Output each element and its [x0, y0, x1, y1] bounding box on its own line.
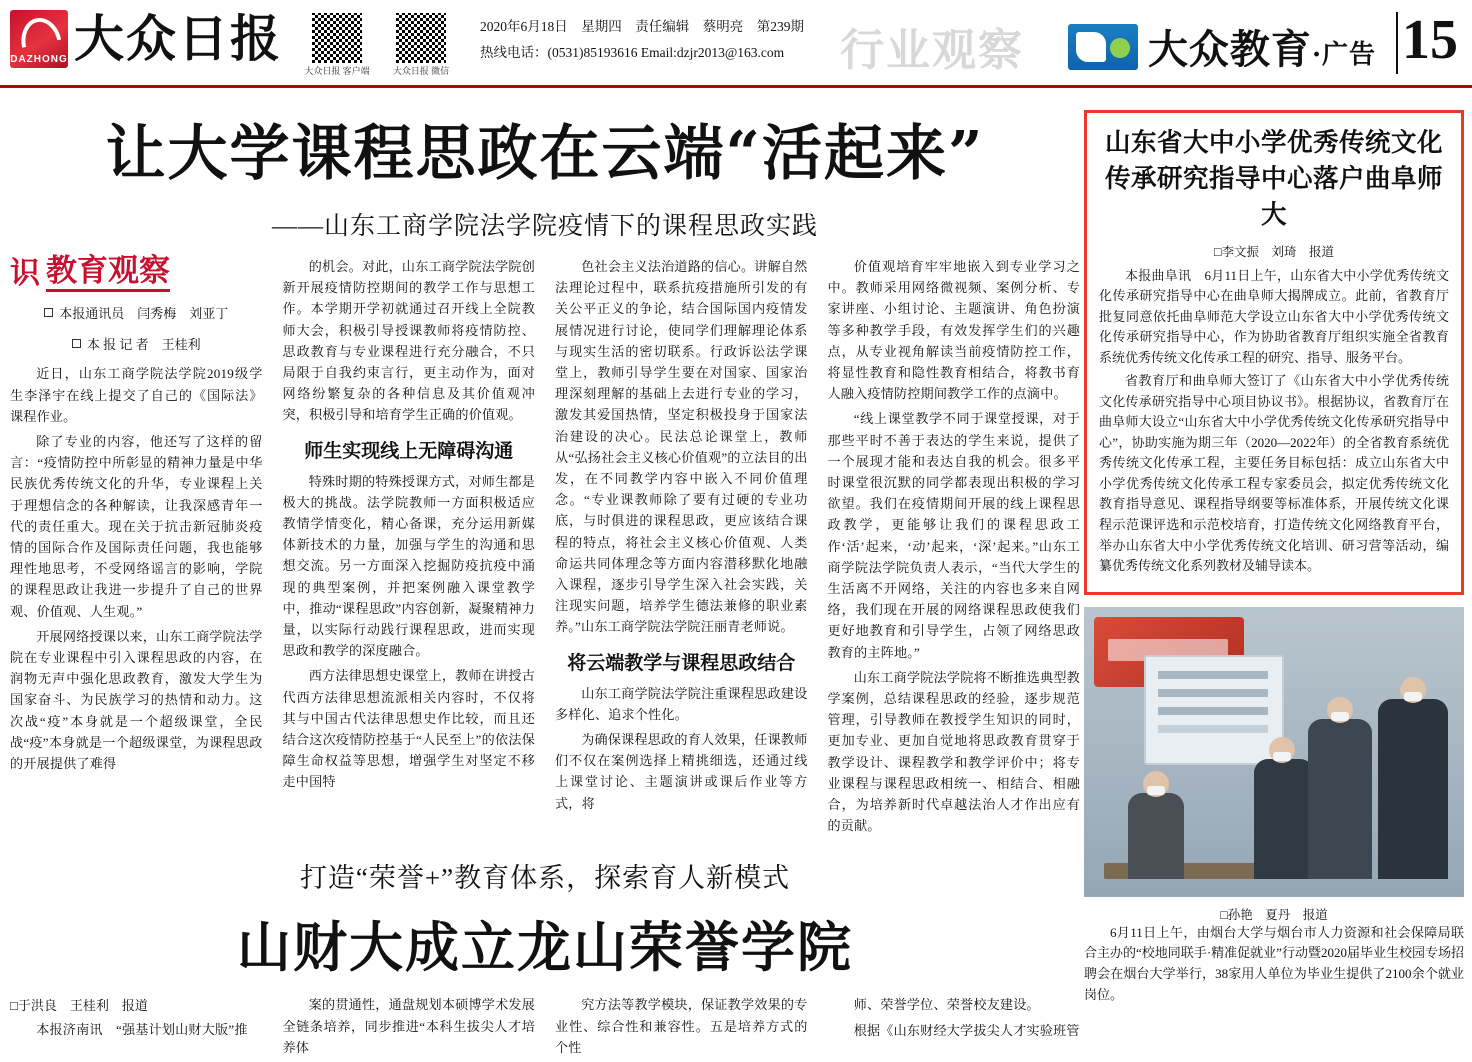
observation-badge-mark: 识	[10, 256, 40, 291]
second-headline: 山财大成立龙山荣誉学院	[237, 915, 853, 980]
photo-booth	[1144, 655, 1284, 765]
section-brand-text	[1148, 18, 1376, 75]
face-mask-icon	[1331, 712, 1349, 721]
byline-line-2	[10, 333, 263, 358]
page-number: 15	[1402, 9, 1458, 71]
dazhong-logo-icon	[10, 10, 68, 68]
second-story-columns	[10, 994, 1080, 1062]
page-number-divider	[1396, 12, 1398, 74]
byline-square-icon	[44, 308, 53, 317]
second-column-1	[10, 994, 263, 1062]
face-mask-icon	[1404, 692, 1422, 701]
observation-badge-title: 教育观察	[46, 256, 170, 292]
logo-mark-text: DAZHONG	[10, 54, 68, 65]
second-column-4	[828, 994, 1081, 1062]
masthead	[0, 0, 1472, 88]
subsection-heading-2: 将云端教学与课程思政结合	[567, 651, 796, 674]
photo-person	[1254, 759, 1314, 879]
column-3	[555, 256, 808, 840]
paragraph: 开展网络授课以来，山东工商学院法学院在专业课程中引入课程思政的内容，在润物无声中强化思政教育，激发大学生为国家奋斗、为民族学习的热情和动力。这次战“疫”本身就是一个超级课堂，全民战“疫”本身就是一个超级课堂，为课程思政的开展提供了难得	[10, 628, 263, 772]
qr-code-icon	[395, 12, 447, 64]
observation-badge	[10, 253, 263, 292]
second-byline: □于洪良 王桂利 报道	[10, 998, 148, 1014]
photo-person	[1378, 699, 1448, 879]
paragraph: 色社会主义法治道路的信心。讲解自然法理论过程中，联系抗疫措施所引发的有关公平正义的争论，结合国际国内疫情发展情况进行讨论，使同学们理解理论体系与现实生活的密切联系。行政诉讼法学课堂上，教师引导学生要在对国家、国家治理深刻理解的基础上去进行专业的学习，激发其爱国热情，坚定积极投身于国家法治建设的决心。民法总论课堂上，教师从“弘扬社会主义核心价值观”的立法目的出发，在不同教学内容中嵌入不同价值理念。“专业课教师除了要有过硬的专业功底，与时俱进的课程思政，更应该结合课程的特点，将社会主义核心价值观、人类命运共同体理念等方面内容潜移默化地融入课程，逐步引导学生深入社会实践，关注现实问题，培养学生德法兼修的职业素养。”山东工商学院法学院汪丽青老师说。	[555, 259, 808, 635]
qr-item-app	[300, 12, 374, 77]
paragraph: 究方法等教学模块，保证教学效果的专业性、综合性和兼容性。五是培养方式的个性	[555, 997, 808, 1055]
qr-caption-app: 大众日报 客户端	[304, 66, 370, 76]
paragraph: 本报济南讯 “强基计划山财大版”推	[36, 1022, 248, 1038]
paragraph: 价值观培育牢牢地嵌入到专业学习之中。教师采用网络微视频、案例分析、专家讲座、小组讨论、主题演讲、角色扮演等多种教学手段，有效发挥学生们的兴趣点，从专业视角解读当前疫情防控工作，将显性教育和隐性教育相结合，将教书育人融入疫情防控期间教学工作的点滴中。	[827, 259, 1080, 402]
byline-text-2: 本 报 记 者 王桂利	[86, 336, 201, 352]
issue-info	[480, 4, 804, 65]
contact-line: 热线电话：(0531)85193616 Email:dzjr2013@163.com	[480, 44, 785, 60]
section-brand-main: 大众教育	[1147, 26, 1312, 73]
photo-person	[1308, 719, 1372, 879]
right-rail	[1084, 106, 1464, 1006]
paragraph: 为确保课程思政的育人效果，任课教师们不仅在案例选择上精挑细选，还通过线上课堂讨论、主题演讲或课后作业等方式，将	[555, 732, 808, 811]
face-mask-icon	[1273, 752, 1291, 761]
subsection-heading-1: 师生实现线上无障碍沟通	[304, 439, 514, 462]
qr-code-icon	[311, 12, 363, 64]
photo-caption-text: 6月11日上午，由烟台大学与烟台市人力资源和社会保障局联合主办的“校地同联手·精准促就业”行动暨2020届毕业生校园专场招聘会在烟台大学举行，38家用人单位为毕业生提供了2100余个就业岗位。	[1084, 924, 1464, 1002]
qr-caption-wechat: 大众日报 微信	[392, 66, 450, 76]
column-1	[10, 253, 263, 840]
paragraph: 案的贯通性，通盘规划本硕博学术发展全链条培养，同步推进“本科生拔尖人才培养体	[282, 997, 535, 1055]
second-column-2	[283, 994, 536, 1062]
boxed-headline: 山东省大中小学优秀传统文化传承研究指导中心落户曲阜师大	[1104, 128, 1443, 231]
second-subheadline: 打造“荣誉+”教育体系，探索育人新模式	[299, 863, 791, 894]
section-brand	[1068, 18, 1376, 75]
byline-text-1: 本报通讯员 闫秀梅 刘亚丁	[59, 306, 229, 321]
paragraph: “线上课堂教学不同于课堂授课，对于那些平时不善于表达的学生来说，提供了一个展现才能和表达自我的机会。很多平时课堂很沉默的同学都表现出积极的学习欲望。我们在疫情期间开展的线上课程思政教学，更能够让我们的课程思政工作‘活’起来，‘动’起来，‘深’起来。”山东工商学院法学院负责人表示，“当代大学生的生活离不开网络，关注的内容也多来自网络，我们现在开展的网络课程思政使我们更好地教育和引导学生，占领了网络思政教育的主阵地。”	[827, 411, 1080, 660]
paragraph: 近日，山东工商学院法学院2019级学生李泽宇在线上提交了自己的《国际法》课程作业。	[10, 366, 263, 424]
byline-square-icon	[72, 339, 81, 348]
section-brand-suffix: ·广告	[1311, 40, 1376, 70]
main-headline: 让大学课程思政在云端“活起来”	[105, 119, 985, 189]
paragraph: 师、荣誉学位、荣誉校友建设。	[853, 997, 1040, 1013]
paragraph: 本报曲阜讯 6月11日上午，山东省大中小学优秀传统文化传承研究指导中心在曲阜师大揭牌成立。此前，省教育厅批复同意依托曲阜师范大学设立山东省大中小学优秀传统文化传承研究指导中心，作为协助省教育厅组织实施全省教育系统优秀传统文化传承工程的研究、指导、服务平台。	[1099, 267, 1449, 365]
main-story-columns	[10, 253, 1080, 840]
paragraph: 省教育厅和曲阜师大签订了《山东省大中小学优秀传统文化传承研究指导中心项目协议书》。根据协议，省教育厅在曲阜师大设立“山东省大中小学优秀传统文化传承研究指导中心”，协助实施为期三年（2020—2022年）的全省教育系统优秀传统文化传承工程，主要任务目标包括：成立山东省大中小学优秀传统文化传承工程专家委员会，拟定优秀传统文化教育指导意见、课程指导纲要等标准体系，开展传统文化课程示范课评选和示范校培育，打造传统文化网络教育平台，举办山东省大中小学优秀传统文化培训、研习营等活动，编纂优秀传统文化系列教材及辅导读本。	[1099, 373, 1449, 574]
paragraph: 山东工商学院法学院注重课程思政建设多样化、追求个性化。	[555, 685, 808, 722]
qr-item-wechat	[384, 12, 458, 77]
page-body	[0, 106, 1472, 1062]
face-mask-icon	[1147, 786, 1165, 795]
boxed-byline: □李文振 刘琦 报道	[1213, 244, 1335, 259]
byline-line-1	[10, 302, 263, 327]
photo-person	[1128, 793, 1184, 879]
education-emblem-icon	[1068, 24, 1138, 70]
boxed-story	[1084, 110, 1464, 595]
paragraph: 特殊时期的特殊授课方式，对师生都是极大的挑战。法学院教师一方面积极适应教情学情变化，精心备课，充分运用新媒体新技术的力量，加强与学生的沟通和思想交流。另一方面深入挖掘防疫抗疫中涌现的典型案例，并把案例融入课堂教学中，推动“课程思政”内容创新，凝聚精神力量，以实际行动践行课程思政，进而实现思政和教学的深度融合。	[282, 473, 535, 659]
column-4-inner	[828, 256, 1081, 840]
section-watermark: 行业观察	[840, 25, 1024, 76]
issue-date-line: 2020年6月18日 星期四 责任编辑 蔡明亮 第239期	[480, 19, 804, 34]
main-subheadline: ——山东工商学院法学院疫情下的课程思政实践	[271, 213, 818, 240]
newspaper-logo	[10, 4, 282, 68]
photo-byline: □孙艳 夏丹 报道	[1220, 907, 1328, 922]
paragraph: 除了专业的内容，他还写了这样的留言：“疫情防控中所彰显的精神力量是中华民族优秀传统文化的升华，专业课程上关于理想信念的各种解读，让我深感青年一代的责任重大。现在关于抗击新冠肺炎疫情的国际合作及国际责任问题，我也能够理性地思考，不受网络谣言的影响，学院的课程思政让我进一步提升了自己的世界观、价值观、人生观。”	[10, 433, 263, 619]
paragraph: 西方法律思想史课堂上，教师在讲授古代西方法律思想流派相关内容时，不仅将其与中国古代法律思想史作比较，而且还结合这次疫情防控基于“人民至上”的依法保障生命权益等思想，增强学生对坚定不移走中国特	[282, 668, 535, 790]
qr-code-group	[300, 4, 458, 77]
paragraph: 的机会。对此，山东工商学院法学院创新开展疫情防控期间的教学工作与思想工作。本学期开学初就通过召开线上全院教师大会，积极引导授课教师将疫情防控、思政教育与专业课程进行充分融合，不只局限于自我约束言行，更主动作为，面对网络纷繁复杂的各种信息及其价值观冲突，积极引导和培育学生正确的价值观。	[282, 259, 535, 423]
photo-caption	[1084, 923, 1464, 1006]
news-photo	[1084, 607, 1464, 897]
newspaper-title: 大众日报	[74, 9, 282, 68]
column-2	[283, 256, 536, 840]
paragraph: 山东工商学院法学院将不断推选典型教学案例，总结课程思政的经验，逐步规范管理，引导教师在教授学生知识的同时，更加专业、更加自觉地将思政教育贯穿于教学设计、课程教学和教学评价中；将专业课程与课程思政相统一、相结合、相融合，为培养新时代卓越法治人才作出应有的贡献。	[827, 669, 1080, 834]
second-column-3	[555, 994, 808, 1062]
paragraph: 根据《山东财经大学拔尖人才实验班管	[853, 1022, 1080, 1038]
